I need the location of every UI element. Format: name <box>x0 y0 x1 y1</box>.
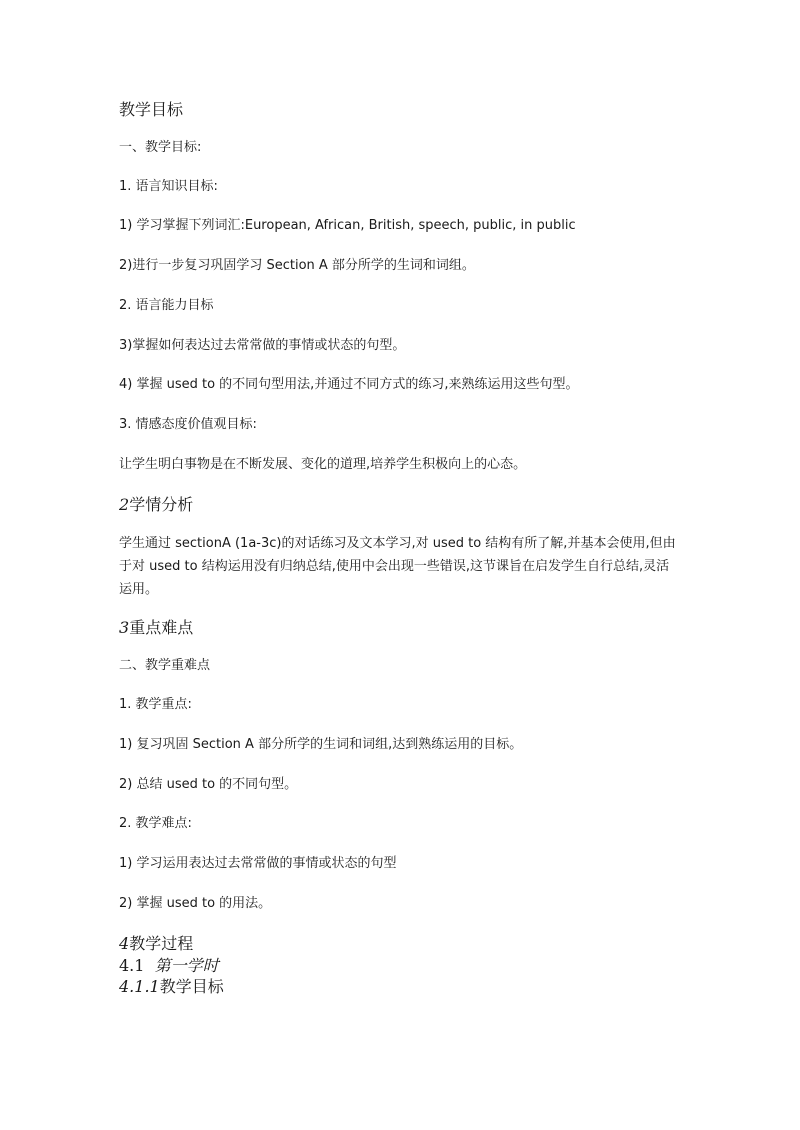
subsection-4-1-1-number: 4.1.1 <box>119 977 160 996</box>
key-difficult-heading: 二、教学重难点 <box>119 658 211 673</box>
key-point-1: 1) 复习巩固 Section A 部分所学的生词和词组,达到熟练运用的目标。 <box>119 737 523 752</box>
section-2-text: 学生通过 sectionA (1a-3c)的对话练习及文本学习,对 used to 结构有所了解,并基本会使用,但由于对 used to 结构运用没有归纳总结,使用中会出现一些错误,这节课旨在启发学生自行总结,灵活运用。 <box>119 536 676 597</box>
section-3-number: 3 <box>119 618 130 637</box>
knowledge-heading: 1. 语言知识目标: <box>119 179 218 194</box>
knowledge-item-1: 1) 学习掌握下列词汇:European, African, British, speech, public, in public <box>119 218 576 233</box>
objectives-heading: 一、教学目标: <box>119 140 202 155</box>
emotion-heading: 3. 情感态度价值观目标: <box>119 417 257 432</box>
ability-heading: 2. 语言能力目标 <box>119 298 214 313</box>
ability-item-4: 4) 掌握 used to 的不同句型用法,并通过不同方式的练习,来熟练运用这些句型。 <box>119 377 579 392</box>
key-points-heading: 1. 教学重点: <box>119 697 192 712</box>
knowledge-item-2: 2)进行一步复习巩固学习 Section A 部分所学的生词和词组。 <box>119 258 475 273</box>
subsection-4-1-1-title: 教学目标 <box>159 977 224 996</box>
ability-item-3: 3)掌握如何表达过去常常做的事情或状态的句型。 <box>119 338 406 353</box>
subsection-4-1-number: 4.1 <box>119 956 145 975</box>
subsection-4-1-1-heading <box>119 977 224 997</box>
difficult-points-heading: 2. 教学难点: <box>119 816 192 831</box>
document-title: 教学目标 <box>119 100 184 119</box>
section-3-title: 重点难点 <box>129 618 194 637</box>
difficult-point-2: 2) 掌握 used to 的用法。 <box>119 896 272 911</box>
key-point-2: 2) 总结 used to 的不同句型。 <box>119 777 298 792</box>
section-3-heading <box>119 618 193 638</box>
emotion-text: 让学生明白事物是在不断发展、变化的道理,培养学生积极向上的心态。 <box>119 457 527 472</box>
section-4-title: 教学过程 <box>129 934 194 953</box>
subsection-4-1-title: 第一学时 <box>154 956 219 975</box>
section-2-number: 2 <box>119 495 130 514</box>
section-2-title: 学情分析 <box>129 495 194 514</box>
difficult-point-1: 1) 学习运用表达过去常常做的事情或状态的句型 <box>119 856 397 871</box>
subsection-4-1-heading <box>119 956 219 976</box>
section-4-number: 4 <box>119 934 130 953</box>
section-2-heading <box>119 495 193 515</box>
section-4-heading <box>119 934 193 954</box>
